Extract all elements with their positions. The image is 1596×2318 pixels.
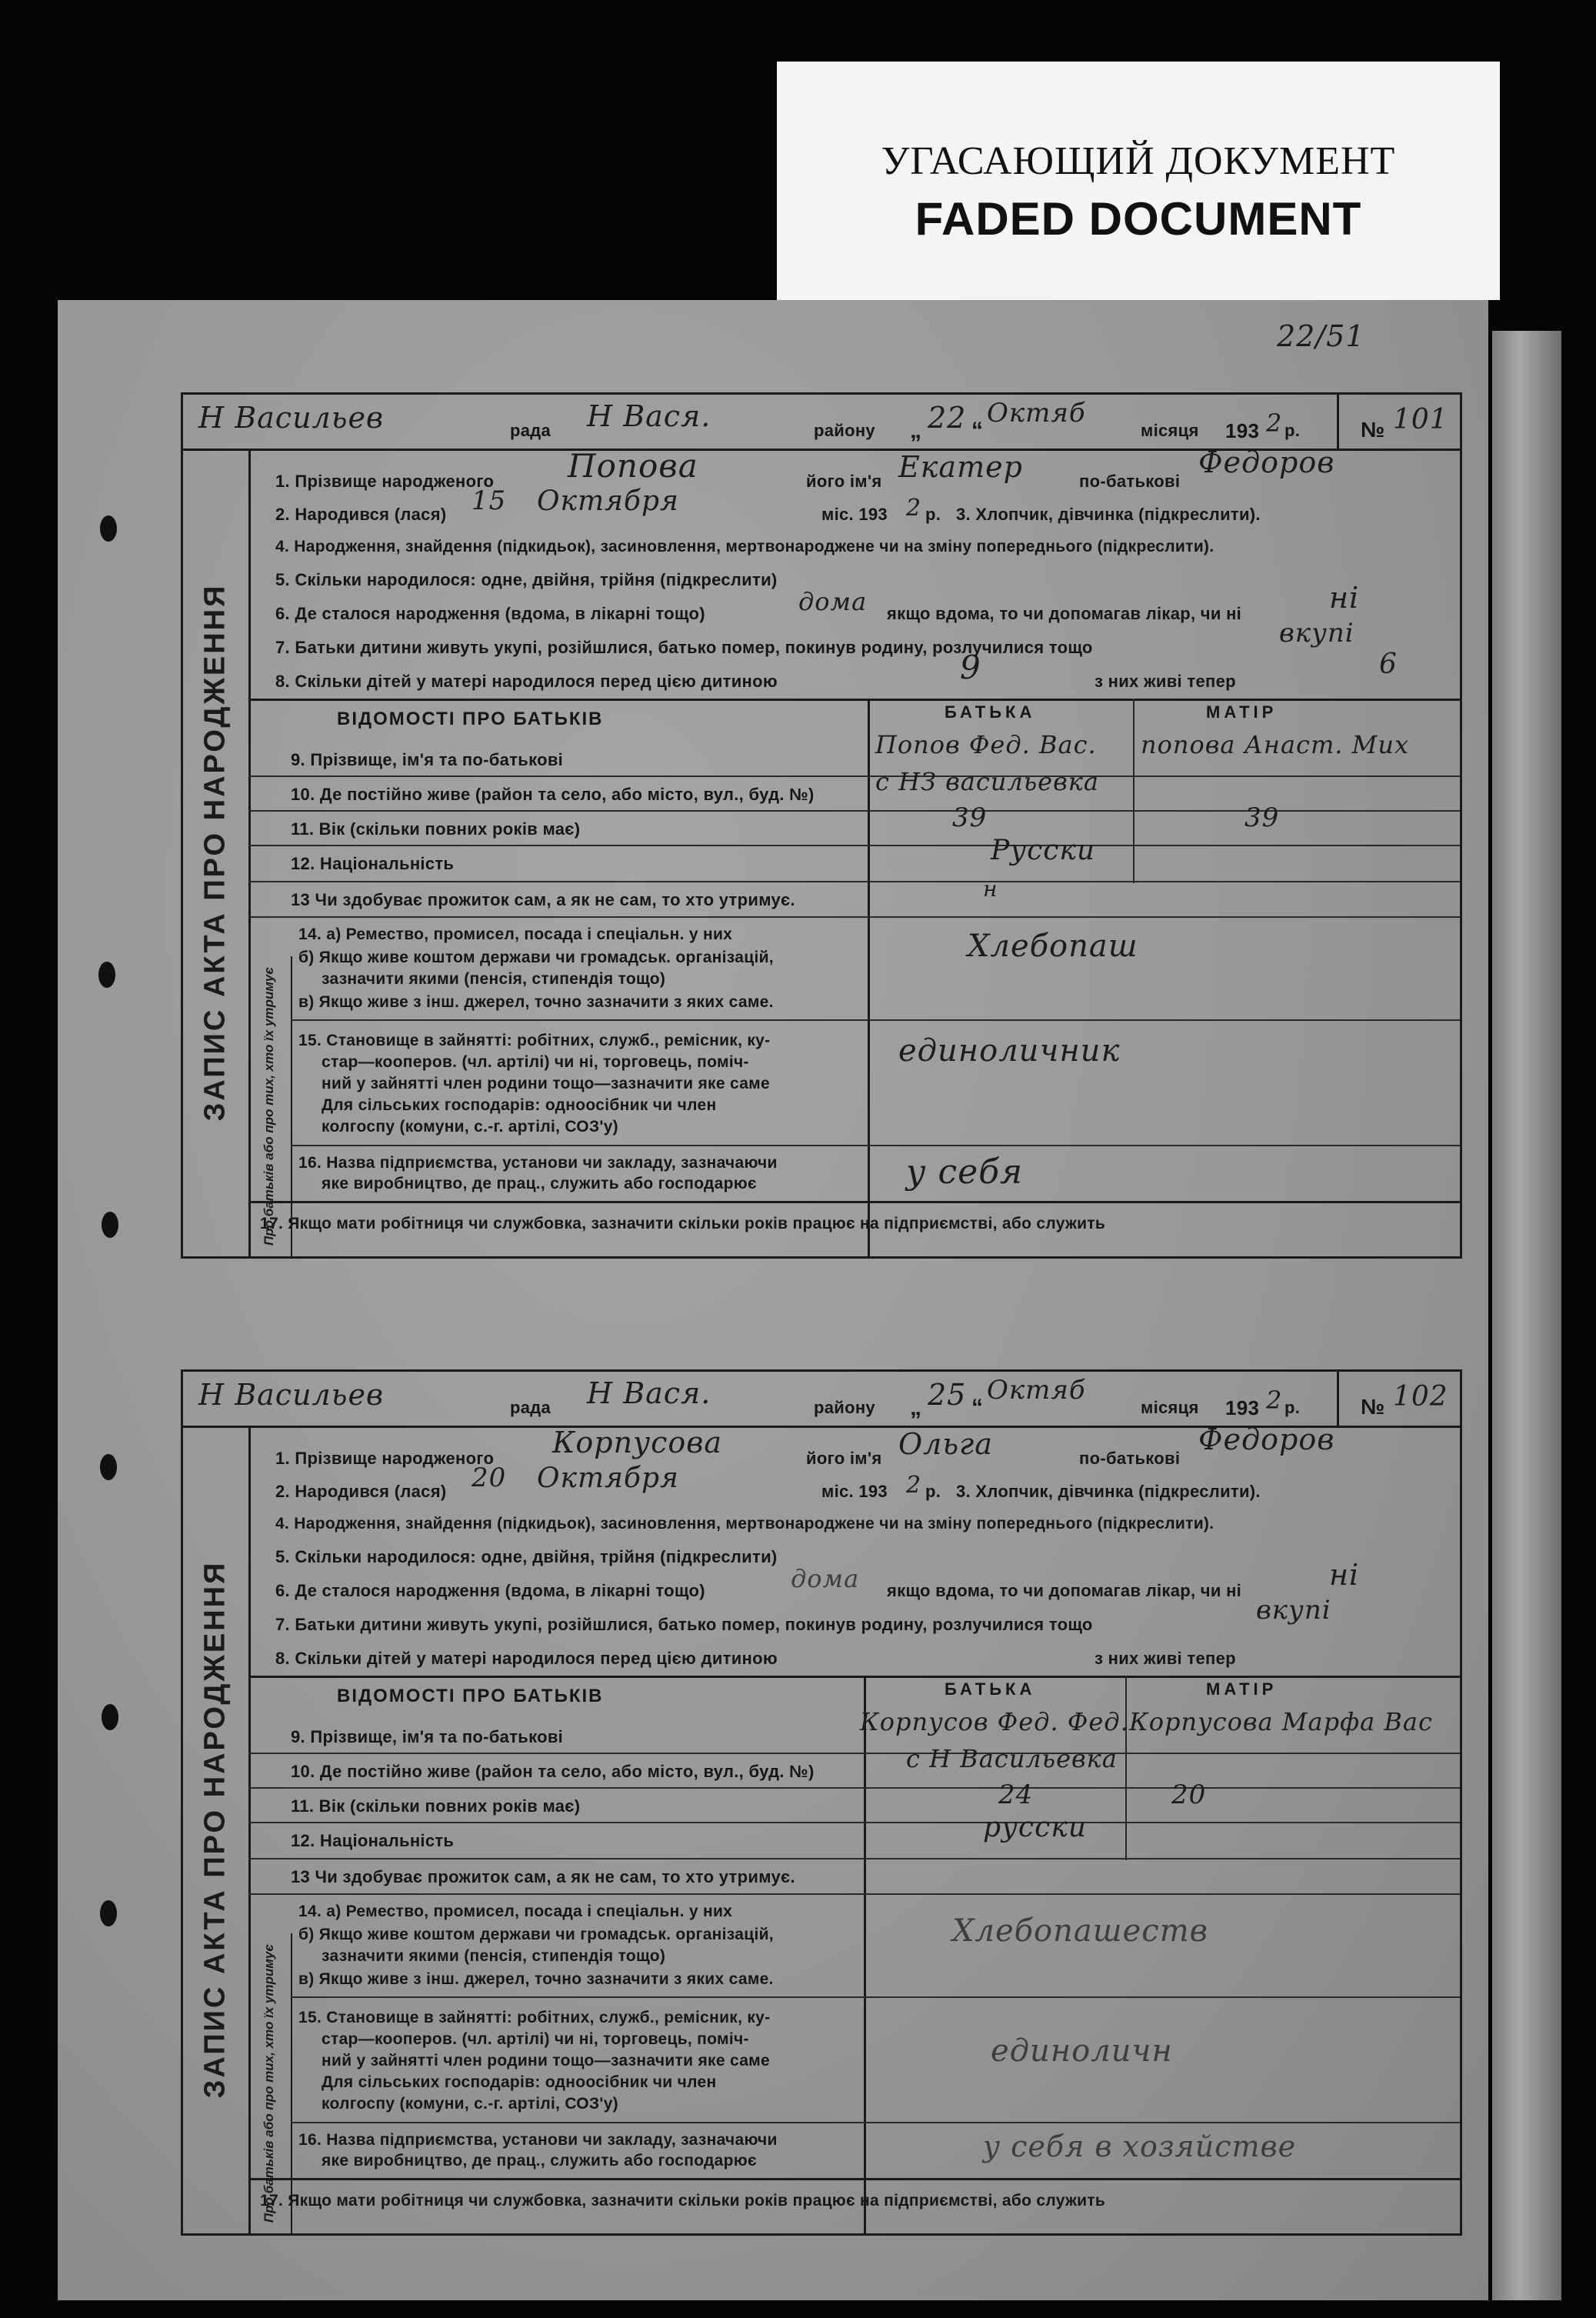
binding-hole (102, 1212, 118, 1238)
record-header: Н Васильев рада Н Вася. району „ 25 “ Октяб місяця 193 2 р. (183, 1372, 1337, 1428)
alive-hand: 6 (1379, 649, 1398, 680)
year-suffix: р. (1284, 421, 1301, 440)
raion-label: району (814, 421, 875, 440)
mother-age-hand: 39 (1244, 802, 1280, 833)
field-16b-label: яке виробництво, де прац., служить або господарює (322, 2152, 757, 2170)
field-17-label: 17. Якщо мати робітниця чи службовка, зазначити скільки років працює на підприємстві, або служить (260, 1215, 1106, 1232)
field-14b2-label: зазначити якими (пенсія, стипендія тощо) (322, 970, 666, 988)
birth-place-hand: дома (791, 1564, 860, 1593)
field-8-label: 8. Скільки дітей у матері народилося перед цією дитиною (275, 672, 778, 691)
field-14a-label: 14. а) Ремество, промисел, посада і спеціальн. у них (298, 926, 733, 943)
field-14c-label: в) Якщо живе з інш. джерел, точно зазначити з яких саме. (298, 1970, 774, 1988)
record-header: Н Васильев рада Н Вася. району „ 22 “ Октяб місяця 193 2 р. (183, 395, 1337, 451)
number-sign: № (1361, 1395, 1385, 1419)
field-1-label: 1. Прізвище народженого (275, 1449, 495, 1468)
field-12-label: 12. Національність (291, 854, 455, 873)
field-15a-label: 15. Становище в зайнятті: робітних, служб., ремісник, ку- (298, 1032, 771, 1049)
field-8-label: 8. Скільки дітей у матері народилося перед цією дитиною (275, 1649, 778, 1668)
occupation-hand: Хлебопаш (968, 929, 1138, 964)
side-label: ЗАПИС АКТА ПРО НАРОДЖЕННЯ (183, 1426, 251, 2233)
record-number-box (1337, 395, 1462, 451)
field-16a-label: 16. Назва підприємства, установи чи закладу, зазначаючи (298, 1154, 778, 1172)
side-label: ЗАПИС АКТА ПРО НАРОДЖЕННЯ (183, 449, 251, 1256)
field-15d-label: Для сільських господарів: одноосібник чи член (322, 2073, 717, 2091)
field-2-r: р. (925, 505, 941, 524)
given-name-hand: Ольга (898, 1427, 993, 1461)
field-7-label: 7. Батьки дитини живуть укупі, розійшлися, батько помер, покинув родину, розлучилися тощо (275, 1615, 1093, 1634)
doctor-hand: ні (1329, 581, 1360, 615)
employment-hand: единоличник (898, 1033, 1121, 1069)
patronymic-hand: Федоров (1198, 445, 1335, 479)
birth-day-hand: 15 (471, 485, 507, 516)
field-6-b-label: якщо вдома, то чи допомагав лікар, чи ні (887, 1581, 1242, 1600)
record-number-box (1337, 1372, 1462, 1428)
field-3-label: 3. Хлопчик, дівчинка (підкреслити). (956, 505, 1261, 524)
surname-hand: Корпусова (552, 1426, 723, 1459)
children-before-hand: 9 (960, 649, 981, 686)
village-hand: Н Васильев (198, 1378, 385, 1412)
field-1-name-label: його ім'я (806, 1449, 882, 1468)
field-14b2-label: зазначити якими (пенсія, стипендія тощо) (322, 1947, 666, 1965)
binding-hole (98, 962, 115, 988)
rada-label: рада (510, 421, 551, 440)
field-7-label: 7. Батьки дитини живуть укупі, розійшлися, батько помер, покинув родину, розлучилися тощо (275, 638, 1093, 657)
parents-status-hand: вкупі (1279, 618, 1354, 649)
field-1-label: 1. Прізвище народженого (275, 472, 495, 491)
surname-hand: Попова (568, 447, 698, 485)
field-8-b-label: з них живі тепер (1095, 672, 1236, 691)
birth-record-101 (181, 392, 1462, 1259)
birth-year-hand: 2 (906, 495, 922, 522)
raion-label: району (814, 1398, 875, 1417)
record-number-hand: 102 (1393, 1381, 1448, 1412)
field-1-patr-label: по-батькові (1079, 472, 1181, 491)
father-age-hand: 39 (952, 802, 988, 833)
field-2-mis: міс. 193 (821, 1482, 888, 1501)
field-1-patr-label: по-батькові (1079, 1449, 1181, 1468)
month-hand: Октяб (987, 398, 1086, 429)
support-label: Про батьків або про тих, хто їх утримує (248, 956, 292, 1256)
parents-status-hand: вкупі (1256, 1595, 1331, 1626)
field-10-label: 10. Де постійно живе (район та село, або місто, вул., буд. №) (291, 785, 815, 804)
mother-name-hand: попова Анаст. Мих (1141, 730, 1410, 759)
patronymic-hand: Федоров (1198, 1422, 1335, 1456)
year-suffix: р. (1284, 1398, 1301, 1417)
field-10-label: 10. Де постійно живе (район та село, або місто, вул., буд. №) (291, 1762, 815, 1781)
father-col-header: БАТЬКА (945, 702, 1036, 722)
field-2-r: р. (925, 1482, 941, 1501)
field-9-label: 9. Прізвище, ім'я та по-батькові (291, 1727, 564, 1746)
birth-year-hand: 2 (906, 1472, 922, 1499)
mother-col-header: МАТІР (1206, 702, 1278, 722)
faded-document-label (777, 62, 1500, 300)
field-13-label: 13 Чи здобуває прожиток сам, а як не сам, то хто утримує. (291, 1867, 795, 1886)
field-15c-label: ний у зайнятті член родини тощо—зазначити яке саме (322, 1075, 770, 1092)
field-9-label: 9. Прізвище, ім'я та по-батькові (291, 750, 564, 769)
field-15a-label: 15. Становище в зайнятті: робітних, служб., ремісник, ку- (298, 2009, 771, 2026)
field-3-label: 3. Хлопчик, дівчинка (підкреслити). (956, 1482, 1261, 1501)
workplace-hand: у себя в хозяйстве (983, 2130, 1297, 2163)
field-12-label: 12. Національність (291, 1831, 455, 1850)
field-5-label: 5. Скільки народилося: одне, двійня, трійня (підкреслити) (275, 570, 778, 589)
year-label: 193 (1225, 419, 1260, 442)
field-5-label: 5. Скільки народилося: одне, двійня, трійня (підкреслити) (275, 1547, 778, 1566)
village-hand: Н Васильев (198, 401, 385, 435)
nationality-hand: Русски (991, 835, 1096, 866)
month-label: місяця (1141, 421, 1199, 440)
record-number-hand: 101 (1393, 404, 1448, 435)
year-digit-hand: 2 (1266, 1386, 1283, 1415)
residence-hand: с Н Васильевка (906, 1744, 1118, 1773)
year-digit-hand: 2 (1266, 409, 1283, 438)
field-2-mis: міс. 193 (821, 505, 888, 524)
rada-hand: Н Вася. (587, 1376, 711, 1410)
father-name-hand: Попов Фед. Вас. (875, 730, 1097, 759)
faded-label-ru: УГАСАЮЩИЙ ДОКУМЕНТ (881, 139, 1396, 183)
father-name-hand: Корпусов Фед. Фед. (860, 1707, 1129, 1736)
field-4-label: 4. Народження, знайдення (підкидьок), засиновлення, мертвонароджене чи на зміну попереднього (підкреслити). (275, 1515, 1214, 1533)
nationality-hand: русски (983, 1812, 1087, 1843)
day-hand: 25 (928, 1378, 967, 1412)
month-label: місяця (1141, 1398, 1199, 1417)
field-15b-label: стар—кооперов. (чл. артілі) чи ні, торговець, поміч- (322, 1053, 749, 1071)
field-6-label: 6. Де сталося народження (вдома, в лікарні тощо) (275, 604, 705, 623)
field-2-label: 2. Народився (лася) (275, 505, 447, 524)
given-name-hand: Екатер (898, 450, 1023, 484)
binding-hole (102, 1704, 118, 1730)
field-14b-label: б) Якщо живе коштом держави чи громадськ. організацій, (298, 1926, 774, 1943)
field-16a-label: 16. Назва підприємства, установи чи закладу, зазначаючи (298, 2131, 778, 2149)
binding-hole (100, 515, 117, 542)
field-14a-label: 14. а) Ремество, промисел, посада і спеціальн. у них (298, 1903, 733, 1920)
field-15d-label: Для сільських господарів: одноосібник чи член (322, 1096, 717, 1114)
self-support-hand: н (983, 876, 998, 902)
binding-hole (100, 1900, 117, 1926)
field-14b-label: б) Якщо живе коштом держави чи громадськ. організацій, (298, 949, 774, 966)
mother-age-hand: 20 (1171, 1779, 1207, 1810)
number-sign: № (1361, 418, 1385, 442)
field-4-label: 4. Народження, знайдення (підкидьок), засиновлення, мертвонароджене чи на зміну попереднього (підкреслити). (275, 538, 1214, 555)
residence-hand: с НЗ васильевка (875, 767, 1099, 796)
birth-record-102 (181, 1369, 1462, 2236)
field-6-b-label: якщо вдома, то чи допомагав лікар, чи ні (887, 604, 1242, 623)
doctor-hand: ні (1329, 1558, 1360, 1592)
rada-hand: Н Вася. (587, 399, 711, 433)
parents-title: ВІДОМОСТІ ПРО БАТЬКІВ (337, 1686, 604, 1706)
field-6-label: 6. Де сталося народження (вдома, в лікарні тощо) (275, 1581, 705, 1600)
mother-name-hand: Корпусова Марфа Вас (1129, 1707, 1433, 1736)
rada-label: рада (510, 1398, 551, 1417)
mother-col-header: МАТІР (1206, 1679, 1278, 1699)
field-11-label: 11. Вік (скільки повних років має) (291, 819, 581, 839)
field-15b-label: стар—кооперов. (чл. артілі) чи ні, торговець, поміч- (322, 2030, 749, 2048)
background-page-edge (1492, 331, 1561, 2300)
birth-place-hand: дома (798, 587, 868, 616)
birth-day-hand: 20 (471, 1463, 507, 1493)
father-age-hand: 24 (998, 1779, 1034, 1810)
employment-hand: единоличн (991, 2033, 1173, 2069)
support-label: Про батьків або про тих, хто їх утримує (248, 1933, 292, 2233)
field-15e-label: колгоспу (комуни, с.-г. артілі, СОЗ'у) (322, 2095, 618, 2113)
parents-title: ВІДОМОСТІ ПРО БАТЬКІВ (337, 709, 604, 729)
page-number: 22/51 (1277, 319, 1365, 353)
occupation-hand: Хлебопашеств (952, 1913, 1208, 1949)
faded-label-en: FADED DOCUMENT (915, 193, 1362, 245)
father-col-header: БАТЬКА (945, 1679, 1036, 1699)
field-16b-label: яке виробництво, де прац., служить або господарює (322, 1175, 757, 1192)
birth-month-hand: Октября (537, 485, 679, 517)
field-14c-label: в) Якщо живе з інш. джерел, точно зазначити з яких саме. (298, 993, 774, 1011)
field-8-b-label: з них живі тепер (1095, 1649, 1236, 1668)
field-17-label: 17. Якщо мати робітниця чи службовка, зазначити скільки років працює на підприємстві, або служить (260, 2192, 1106, 2210)
field-1-name-label: його ім'я (806, 472, 882, 491)
workplace-hand: у себя (906, 1152, 1024, 1192)
field-15c-label: ний у зайнятті член родини тощо—зазначити яке саме (322, 2052, 770, 2070)
field-2-label: 2. Народився (лася) (275, 1482, 447, 1501)
birth-month-hand: Октября (537, 1463, 679, 1494)
month-hand: Октяб (987, 1375, 1086, 1406)
field-11-label: 11. Вік (скільки повних років має) (291, 1796, 581, 1816)
field-15e-label: колгоспу (комуни, с.-г. артілі, СОЗ'у) (322, 1118, 618, 1136)
binding-hole (100, 1454, 117, 1480)
day-hand: 22 (928, 401, 967, 435)
year-label: 193 (1225, 1396, 1260, 1419)
field-13-label: 13 Чи здобуває прожиток сам, а як не сам, то хто утримує. (291, 890, 795, 909)
